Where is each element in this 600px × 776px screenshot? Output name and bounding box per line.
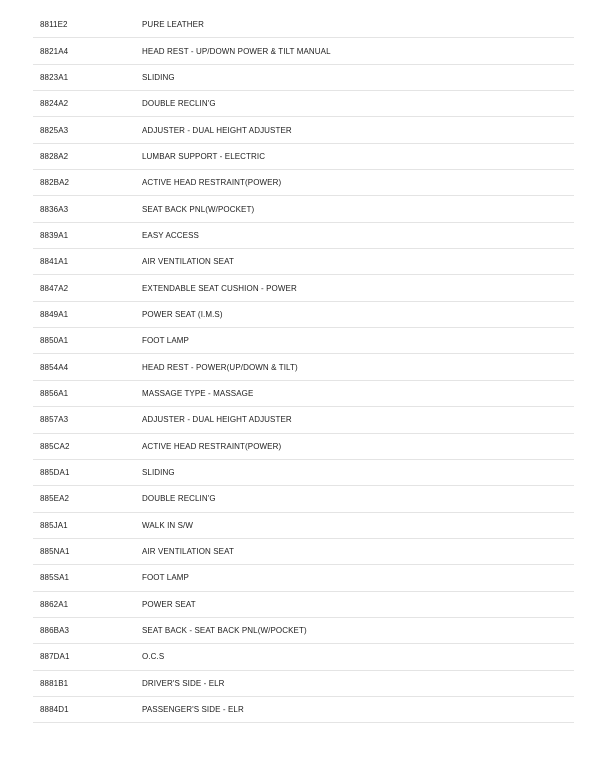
option-code-cell: 8847A2: [40, 283, 69, 293]
option-code-cell: 8839A1: [40, 230, 69, 240]
option-description-cell: ADJUSTER - DUAL HEIGHT ADJUSTER: [142, 125, 292, 135]
option-code-cell: 8836A3: [40, 204, 69, 214]
table-row: [33, 697, 574, 723]
option-code-cell: 8824A2: [40, 99, 69, 109]
option-code-cell: 8857A3: [40, 415, 69, 425]
table-row: [33, 38, 574, 64]
option-code-cell: 885SA1: [40, 573, 70, 583]
option-code-cell: 882BA2: [40, 178, 70, 188]
table-row: [33, 170, 574, 196]
option-code-cell: 886BA3: [40, 626, 70, 636]
option-description-cell: POWER SEAT (I.M.S): [142, 309, 223, 319]
option-code-cell: 8862A1: [40, 599, 69, 609]
table-row: [33, 223, 574, 249]
table-row: [33, 275, 574, 301]
table-row: [33, 328, 574, 354]
option-code-cell: 885JA1: [40, 520, 68, 530]
table-row: [33, 434, 574, 460]
option-description-cell: WALK IN S/W: [142, 520, 194, 530]
table-row: [33, 592, 574, 618]
option-code-cell: 8856A1: [40, 388, 69, 398]
option-code-cell: 8854A4: [40, 362, 69, 372]
table-row: [33, 486, 574, 512]
option-code-table: [33, 12, 574, 723]
option-description-cell: EASY ACCESS: [142, 230, 199, 240]
table-row: [33, 618, 574, 644]
option-description-cell: MASSAGE TYPE - MASSAGE: [142, 388, 254, 398]
option-code-cell: 8823A1: [40, 72, 69, 82]
option-description-cell: FOOT LAMP: [142, 573, 189, 583]
table-row: [33, 12, 574, 38]
table-row: [33, 539, 574, 565]
option-description-cell: HEAD REST - UP/DOWN POWER & TILT MANUAL: [142, 46, 331, 56]
table-row: [33, 144, 574, 170]
option-description-cell: LUMBAR SUPPORT - ELECTRIC: [142, 151, 266, 161]
option-description-cell: FOOT LAMP: [142, 336, 189, 346]
table-row: [33, 407, 574, 433]
option-description-cell: ADJUSTER - DUAL HEIGHT ADJUSTER: [142, 415, 292, 425]
option-code-cell: 8849A1: [40, 309, 69, 319]
option-code-cell: 885EA2: [40, 494, 70, 504]
table-row: [33, 644, 574, 670]
option-description-cell: PASSENGER'S SIDE - ELR: [142, 705, 244, 715]
table-row: [33, 460, 574, 486]
option-code-cell: 8828A2: [40, 151, 69, 161]
table-row: [33, 513, 574, 539]
option-description-cell: AIR VENTILATION SEAT: [142, 547, 234, 557]
option-description-cell: PURE LEATHER: [142, 20, 204, 30]
table-row: [33, 196, 574, 222]
option-code-cell: 8881B1: [40, 678, 69, 688]
option-code-cell: 8811E2: [40, 20, 68, 30]
option-description-cell: ACTIVE HEAD RESTRAINT(POWER): [142, 178, 282, 188]
table-row: [33, 565, 574, 591]
option-description-cell: SLIDING: [142, 468, 175, 478]
option-code-cell: 8825A3: [40, 125, 69, 135]
option-code-cell: 885NA1: [40, 547, 70, 557]
option-description-cell: AIR VENTILATION SEAT: [142, 257, 234, 267]
table-row: [33, 91, 574, 117]
option-code-cell: 8841A1: [40, 257, 69, 267]
option-code-cell: 8850A1: [40, 336, 69, 346]
table-row: [33, 249, 574, 275]
option-description-cell: SLIDING: [142, 72, 175, 82]
table-row: [33, 65, 574, 91]
option-code-cell: 885DA1: [40, 468, 70, 478]
option-code-cell: 887DA1: [40, 652, 70, 662]
option-code-cell: 885CA2: [40, 441, 70, 451]
option-description-cell: O.C.S: [142, 652, 165, 662]
option-description-cell: HEAD REST - POWER(UP/DOWN & TILT): [142, 362, 298, 372]
option-description-cell: EXTENDABLE SEAT CUSHION - POWER: [142, 283, 297, 293]
table-row: [33, 117, 574, 143]
option-description-cell: DOUBLE RECLIN'G: [142, 494, 216, 504]
table-row: [33, 381, 574, 407]
table-row: [33, 302, 574, 328]
option-description-cell: DRIVER'S SIDE - ELR: [142, 678, 225, 688]
table-row: [33, 671, 574, 697]
option-description-cell: DOUBLE RECLIN'G: [142, 99, 216, 109]
option-description-cell: POWER SEAT: [142, 599, 196, 609]
option-description-cell: SEAT BACK - SEAT BACK PNL(W/POCKET): [142, 626, 307, 636]
option-code-cell: 8821A4: [40, 46, 69, 56]
option-description-cell: ACTIVE HEAD RESTRAINT(POWER): [142, 441, 282, 451]
option-description-cell: SEAT BACK PNL(W/POCKET): [142, 204, 255, 214]
table-row: [33, 354, 574, 380]
option-code-cell: 8884D1: [40, 705, 69, 715]
